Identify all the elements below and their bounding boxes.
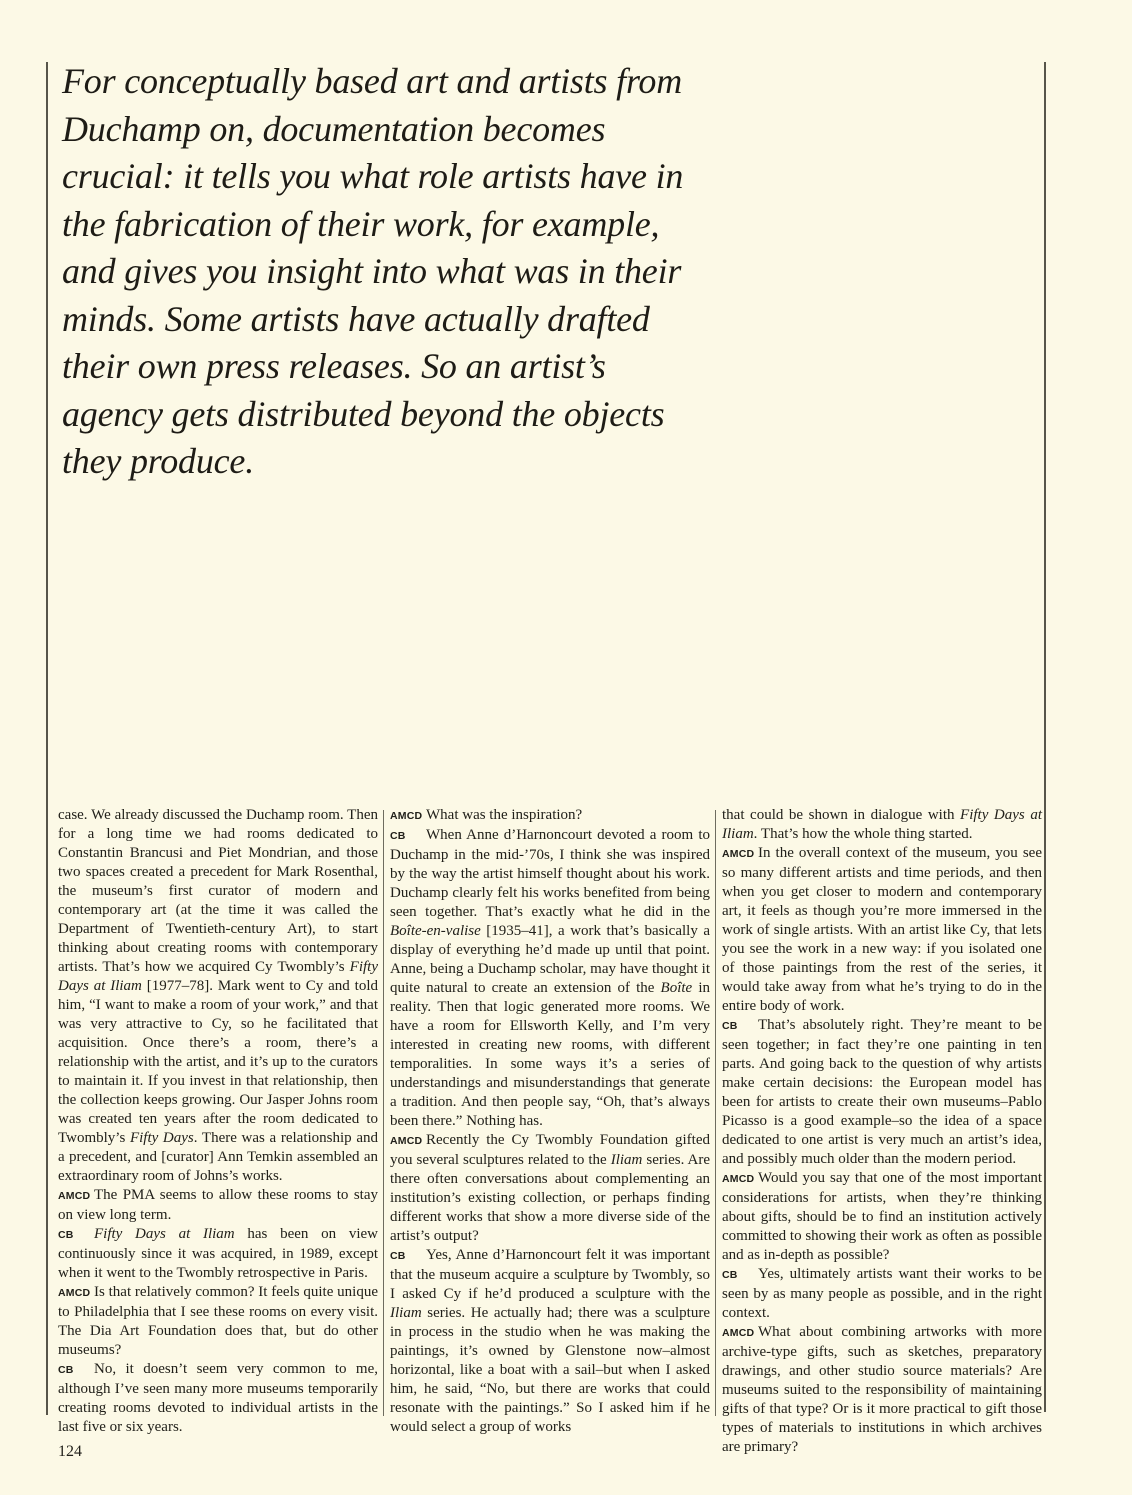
paragraph — [722, 806, 1042, 844]
speaker-tag: CB — [722, 1269, 738, 1281]
speaker-tag: AMCD — [58, 1190, 91, 1202]
speaker-tag: CB — [722, 1020, 738, 1032]
body-text: The PMA seems to allow these rooms to stay on view long term. — [58, 1187, 378, 1223]
body-text: In the overall context of the museum, you see so many different artists and time periods, and then when you get closer to modern and contemporary art, it feels as though you’re more immersed in the work of single artists. With an artist like Cy, that lets you see the work in a new way: if you isolated one of those paintings from the rest of the series, it would take away from what he’s trying to do in the entire body of work. — [722, 845, 1042, 1014]
pull-quote-line: the fabrication of their work, for example, — [62, 203, 660, 244]
paragraph — [722, 844, 1042, 1016]
paragraph — [58, 1186, 378, 1225]
body-text: series. He actually had; there was a sculpture in process in the studio when he was making the paintings, it’s owned by Glenstone now–almost horizontal, like a boat with a sail–but when I asked him, he said, “No, but there are works that could resonate with the paintings.” So I asked him if he would select a group of works — [390, 1305, 710, 1435]
pull-quote-line: Duchamp on, documentation becomes — [62, 108, 606, 149]
body-text: . There was a relationship and a precedent, and [curator] Ann Temkin assembled an extraordinary room of Johns’s works. — [58, 1130, 378, 1184]
pull-quote-line: they produce. — [62, 441, 254, 481]
body-text: [1977–78]. Mark went to Cy and told him, “I want to make a room of your work,” and that was very attractive to Cy, so he facilitated that acquisition. Once there’s a room, there’s a relationship with the artist, and it’s up to the curators to maintain it. If you invest in that relationship, then the collection keeps growing. Our Jasper Johns room was created ten years after the room dedicated to Twombly’s — [58, 978, 378, 1146]
body-text: . That’s how the whole thing started. — [753, 826, 973, 842]
italic-text: Fifty Days at Iliam — [722, 807, 1042, 842]
speaker-tag: AMCD — [390, 1135, 423, 1147]
column-2 — [390, 806, 710, 1437]
paragraph — [58, 806, 378, 1186]
left-page-rule — [46, 62, 48, 1415]
pull-quote-line: For conceptually based art and artists from — [62, 61, 683, 101]
paragraph — [58, 1360, 378, 1437]
column-divider-2 — [715, 810, 716, 1416]
body-text: Yes, Anne d’Harnoncourt felt it was important that the museum acquire a sculpture by Twombly, so I asked Cy if he’d produced a sculpture with the — [390, 1247, 710, 1302]
speaker-tag: AMCD — [722, 848, 755, 860]
pull-quote-line: agency gets distributed beyond the objects — [62, 393, 665, 434]
pull-quote-line: and gives you insight into what was in their — [62, 251, 682, 291]
body-text: series. Are there often conversations about complementing an institution’s existing collection, or perhaps finding different works that show a more diverse side of the artist’s output? — [390, 1152, 710, 1244]
paragraph — [390, 1131, 710, 1246]
italic-text: Iliam — [610, 1152, 643, 1168]
pull-quote-line: their own press releases. So an artist’s — [62, 346, 606, 386]
paragraph — [58, 1225, 378, 1283]
italic-text: Boîte-en-valise — [390, 923, 481, 939]
right-page-rule — [1044, 62, 1046, 1412]
speaker-tag: AMCD — [390, 810, 423, 822]
italic-text: Fifty Days at Iliam — [94, 1226, 235, 1242]
pull-quote-line: crucial: it tells you what role artists have in — [62, 156, 684, 196]
speaker-tag: CB — [390, 1250, 406, 1262]
italic-text: Boîte — [660, 980, 693, 996]
italic-text: Fifty Days at Iliam — [58, 959, 378, 994]
body-text: What about combining artworks with more archive-type gifts, such as sketches, preparatory drawings, and other studio source materials? Are museums suited to the responsibility of maintaining gifts of that type? Or is it more practical to gift those types of materials to institutions in which archives are primary? — [722, 1324, 1042, 1455]
speaker-tag: AMCD — [58, 1287, 91, 1299]
body-text: Is that relatively common? It feels quite unique to Philadelphia that I see these rooms on every visit. The Dia Art Foundation does that, but do other museums? — [58, 1284, 378, 1358]
paragraph — [390, 806, 710, 826]
page-number: 124 — [58, 1443, 82, 1460]
paragraph — [390, 1246, 710, 1437]
body-text: in reality. Then that logic generated more rooms. We have a room for Ellsworth Kelly, and I’m very interested in creating new rooms, with different temporalities. In some ways it’s a series of understandings and misunderstandings that generate a tradition. And then people say, “Oh, that’s always been there.” Nothing has. — [390, 980, 710, 1129]
column-1 — [58, 806, 378, 1437]
speaker-tag: CB — [390, 830, 406, 842]
paragraph — [722, 1016, 1042, 1169]
italic-text: Fifty Days — [129, 1130, 194, 1146]
speaker-tag: AMCD — [722, 1173, 755, 1185]
paragraph — [390, 826, 710, 1131]
body-text: Would you say that one of the most important considerations for artists, when they’re thinking about gifts, should be to find an institution actively committed to showing their work as often as possible and as in-depth as possible? — [722, 1170, 1042, 1263]
body-text: Yes, ultimately artists want their works to be seen by as many people as possible, and in the right context. — [722, 1266, 1042, 1321]
body-text: that could be shown in dialogue with — [722, 807, 961, 823]
speaker-tag: AMCD — [722, 1327, 755, 1339]
paragraph — [722, 1265, 1042, 1323]
body-text: [1935–41], a work that’s basically a display of everything he’d made up until that point. Anne, being a Duchamp scholar, may have thought it quite natural to create an extension of the — [390, 923, 710, 996]
paragraph — [58, 1283, 378, 1360]
italic-text: Iliam — [390, 1305, 422, 1321]
body-text: Recently the Cy Twombly Foundation gifted you several sculptures related to the — [390, 1132, 710, 1168]
column-divider-1 — [383, 810, 384, 1416]
body-text: What was the inspiration? — [426, 807, 583, 823]
column-3 — [722, 806, 1042, 1457]
speaker-tag: CB — [58, 1229, 74, 1241]
pull-quote — [62, 58, 742, 486]
paragraph — [722, 1169, 1042, 1265]
body-text: No, it doesn’t seem very common to me, although I’ve seen many more museums temporarily creating rooms devoted to individual artists in the last five or six years. — [58, 1361, 378, 1435]
speaker-tag: CB — [58, 1364, 74, 1376]
body-text: case. We already discussed the Duchamp room. Then for a long time we had rooms dedicated to Constantin Brancusi and Piet Mondrian, and those two spaces created a precedent for Mark Rosenthal, the museum’s first curator of modern and contemporary art (at the time it was called the Department of Twentieth-century Art), to start thinking about creating rooms with contemporary artists. That’s how we acquired Cy Twombly’s — [58, 807, 378, 975]
body-text: When Anne d’Harnoncourt devoted a room to Duchamp in the mid-’70s, I think she was inspired by the way the artist himself thought about his work. Duchamp clearly felt his works benefited from being seen together. That’s exactly what he did in the — [390, 827, 710, 920]
paragraph — [722, 1323, 1042, 1457]
pull-quote-line: minds. Some artists have actually drafted — [62, 298, 650, 339]
body-text: That’s absolutely right. They’re meant to be seen together; in fact they’re one painting in ten parts. And going back to the question of why artists make certain decisions: the European model has been for artists to create their own museums–Pablo Picasso is a good example–so the idea of a space dedicated to one artist is very much an artist’s idea, and possibly much older than the modern period. — [722, 1017, 1042, 1167]
body-text: has been on view continuously since it was acquired, in 1989, except when it went to the Twombly retrospective in Paris. — [58, 1226, 379, 1281]
